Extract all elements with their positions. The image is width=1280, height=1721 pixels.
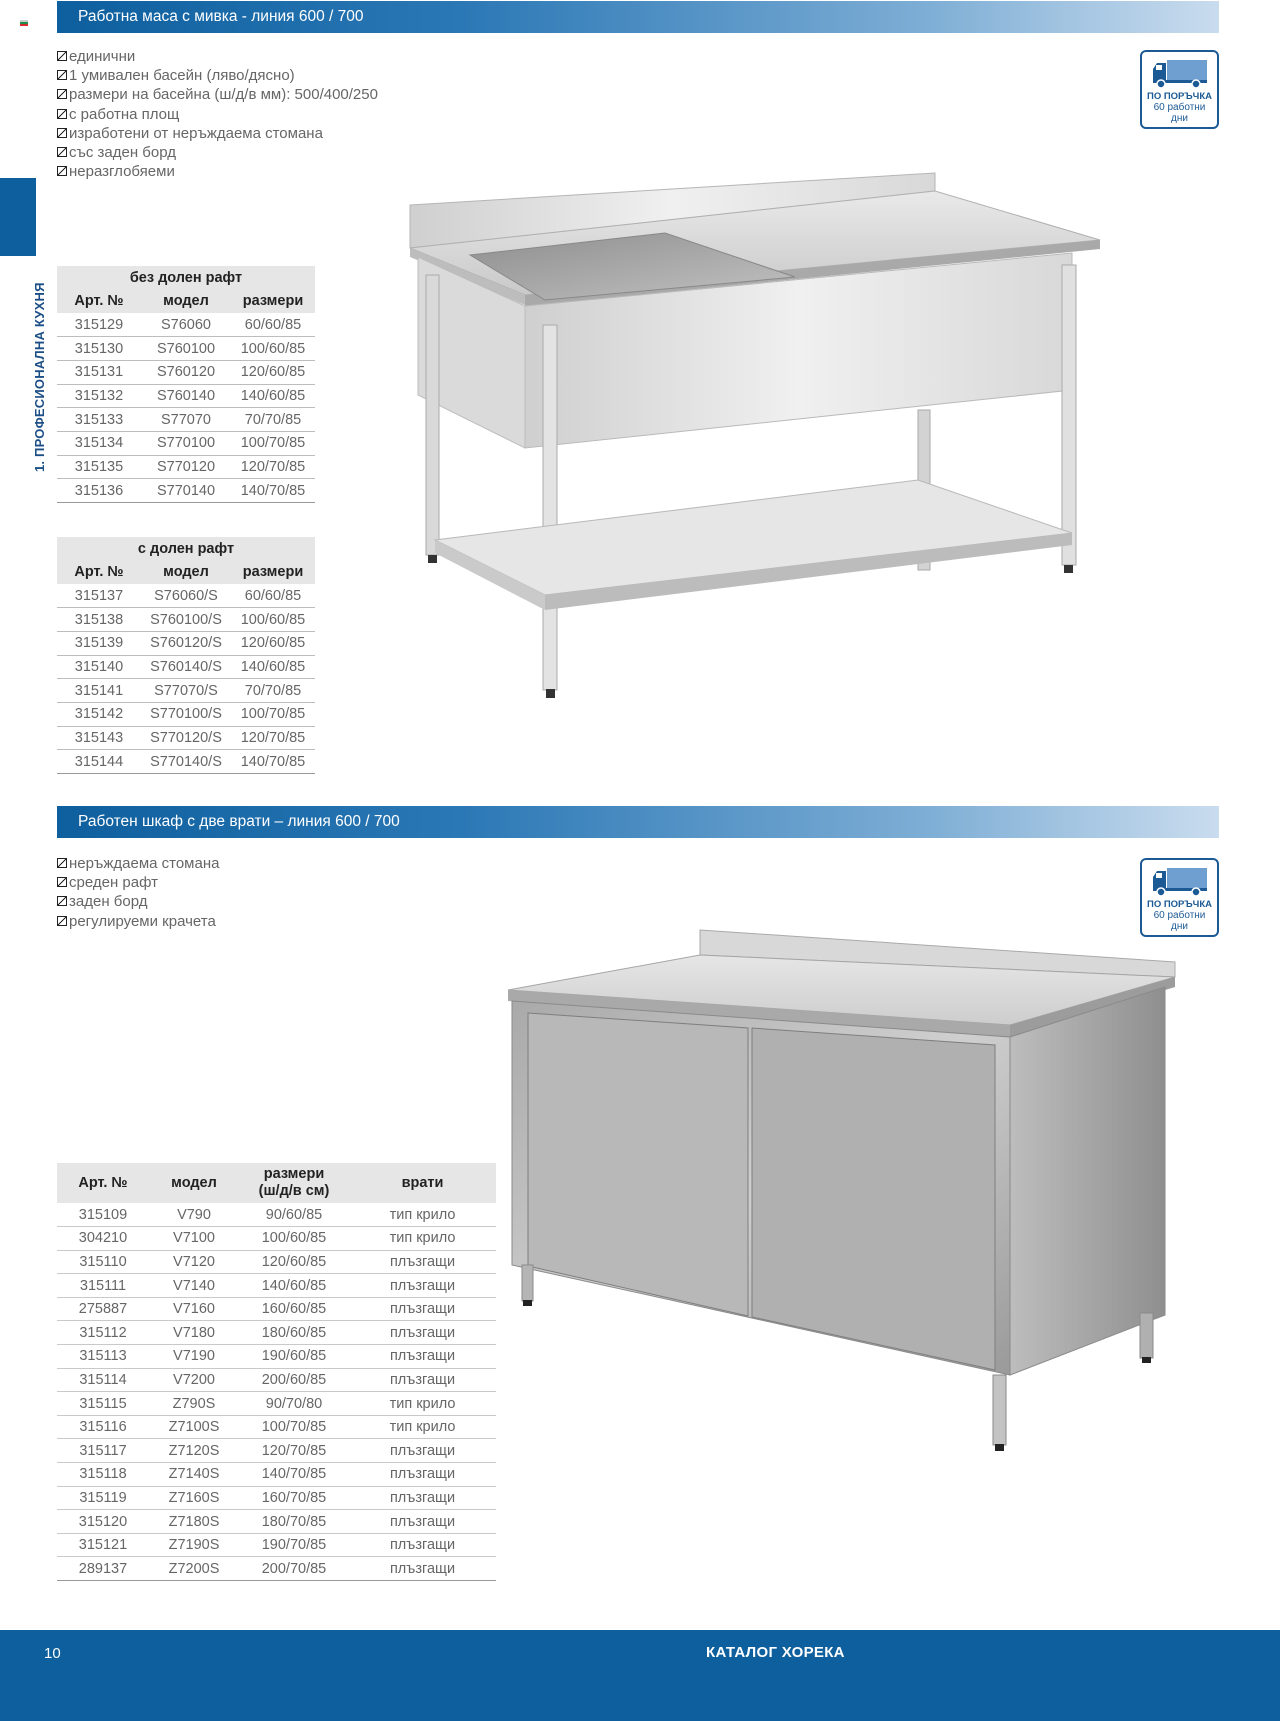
table-cell: плъзгащи (349, 1368, 496, 1392)
table-cell: 315114 (57, 1368, 149, 1392)
table-cell: 315117 (57, 1439, 149, 1463)
table-cell: 180/60/85 (239, 1321, 349, 1345)
table-cell: 100/70/85 (231, 702, 315, 726)
table-cell: S760100/S (141, 608, 231, 632)
table-cell: 100/70/85 (231, 431, 315, 455)
badge-days-unit: дни (1171, 921, 1188, 932)
table-with-shelf (57, 537, 315, 774)
chapter-label: 1. ПРОФЕСИОНАЛНА КУХНЯ (32, 282, 47, 472)
table-cell: S76060 (141, 313, 231, 337)
table-cell: 315144 (57, 750, 141, 774)
col-header-model: модел (141, 561, 231, 585)
feature-item: регулируеми крачета (57, 912, 219, 931)
table-cell: 315110 (57, 1250, 149, 1274)
col-header-art: Арт. № (57, 290, 141, 314)
catalog-title: КАТАЛОГ ХОРЕКА (706, 1644, 845, 1661)
col-header-size (239, 1163, 349, 1203)
table-cell: 70/70/85 (231, 408, 315, 432)
table-cell: плъзгащи (349, 1463, 496, 1487)
table-cell: 120/60/85 (231, 360, 315, 384)
table-row (57, 1227, 496, 1251)
table-cell: S770120/S (141, 726, 231, 750)
table-cell: 315131 (57, 360, 141, 384)
table-row (57, 1297, 496, 1321)
table-caption: без долен рафт (57, 266, 315, 290)
table-cell: 90/70/80 (239, 1392, 349, 1416)
table-row (57, 655, 315, 679)
truck-icon (1151, 59, 1209, 89)
table-cell: S77070 (141, 408, 231, 432)
table-row (57, 1463, 496, 1487)
feature-item: заден борд (57, 892, 219, 911)
cabinet-table (57, 1163, 496, 1581)
table-cell: S770140/S (141, 750, 231, 774)
table-cell: 120/60/85 (231, 631, 315, 655)
badge-days: 60 работни (1153, 102, 1206, 113)
table-cell: 160/70/85 (239, 1486, 349, 1510)
table-cell: 315134 (57, 431, 141, 455)
table-cell: 275887 (57, 1297, 149, 1321)
feature-item: 1 умивален басейн (ляво/дясно) (57, 66, 378, 85)
table-cell: 200/60/85 (239, 1368, 349, 1392)
col-header-size-line2: (ш/д/в см) (258, 1183, 330, 1199)
table-cell: 120/70/85 (239, 1439, 349, 1463)
table-cell: 90/60/85 (239, 1203, 349, 1227)
table-cell: V7200 (149, 1368, 239, 1392)
col-header-doors: врати (349, 1163, 496, 1203)
col-header-size: размери (231, 561, 315, 585)
table-cell: 140/70/85 (231, 479, 315, 503)
table-cell: 120/60/85 (239, 1250, 349, 1274)
col-header-model: модел (149, 1163, 239, 1203)
table-row (57, 479, 315, 503)
table-cell: 140/60/85 (239, 1274, 349, 1298)
table-cell: плъзгащи (349, 1486, 496, 1510)
table-cell: S760120/S (141, 631, 231, 655)
badge-days: 60 работни (1153, 910, 1206, 921)
table-row (57, 1203, 496, 1227)
table-cell: S760140/S (141, 655, 231, 679)
badge-days-unit: дни (1171, 113, 1188, 124)
table-cell: V790 (149, 1203, 239, 1227)
col-header-model: модел (141, 290, 231, 314)
section-title-cabinet: Работен шкаф с две врати – линия 600 / 700 (57, 806, 1219, 838)
feature-item: неразглобяеми (57, 162, 378, 181)
table-cell: 200/70/85 (239, 1557, 349, 1581)
table-cell: 315116 (57, 1415, 149, 1439)
table-cell: плъзгащи (349, 1297, 496, 1321)
table-cell: V7190 (149, 1345, 239, 1369)
badge-title: ПО ПОРЪЧКА (1146, 899, 1212, 910)
table-cell: плъзгащи (349, 1510, 496, 1534)
cabinet-feature-list (57, 854, 219, 931)
table-cell: 289137 (57, 1557, 149, 1581)
table-row (57, 608, 315, 632)
table-row (57, 431, 315, 455)
table-cell: 315136 (57, 479, 141, 503)
table-cell: Z7100S (149, 1415, 239, 1439)
table-cell: тип крило (349, 1203, 496, 1227)
table-cell: 315135 (57, 455, 141, 479)
page-number: 10 (44, 1645, 61, 1662)
table-cell: S760140 (141, 384, 231, 408)
table-row (57, 679, 315, 703)
table-cell: 315139 (57, 631, 141, 655)
col-header-size: размери (231, 290, 315, 314)
table-row (57, 1250, 496, 1274)
table-row (57, 337, 315, 361)
cabinet-photo (500, 925, 1180, 1460)
col-header-art: Арт. № (57, 561, 141, 585)
feature-item: изработени от неръждаема стомана (57, 124, 378, 143)
table-cell: 315140 (57, 655, 141, 679)
table-cell: 100/60/85 (231, 337, 315, 361)
table-cell: плъзгащи (349, 1321, 496, 1345)
col-header-art: Арт. № (57, 1163, 149, 1203)
table-cell: 190/60/85 (239, 1345, 349, 1369)
order-badge (1140, 50, 1219, 129)
table-cell: 315112 (57, 1321, 149, 1345)
table-cell: S760120 (141, 360, 231, 384)
table-cell: 100/60/85 (239, 1227, 349, 1251)
table-cell: 315109 (57, 1203, 149, 1227)
table-cell: V7140 (149, 1274, 239, 1298)
table-cell: Z7200S (149, 1557, 239, 1581)
table-cell: V7180 (149, 1321, 239, 1345)
feature-item: единични (57, 47, 378, 66)
table-cell: 190/70/85 (239, 1533, 349, 1557)
flag-icon (20, 20, 28, 26)
table-row (57, 1368, 496, 1392)
table-cell: плъзгащи (349, 1274, 496, 1298)
table-row (57, 726, 315, 750)
table-row (57, 1533, 496, 1557)
table-cell: 140/70/85 (231, 750, 315, 774)
table-cell: S770100/S (141, 702, 231, 726)
table-cell: тип крило (349, 1415, 496, 1439)
table-cell: 315130 (57, 337, 141, 361)
feature-item: размери на басейна (ш/д/в мм): 500/400/250 (57, 85, 378, 104)
table-cell: плъзгащи (349, 1345, 496, 1369)
table-cell: Z790S (149, 1392, 239, 1416)
table-cell: 315115 (57, 1392, 149, 1416)
sink-feature-list (57, 47, 378, 181)
table-cell: 60/60/85 (231, 313, 315, 337)
table-cell: V7120 (149, 1250, 239, 1274)
table-cell: 100/70/85 (239, 1415, 349, 1439)
feature-item: среден рафт (57, 873, 219, 892)
table-cell: 120/70/85 (231, 726, 315, 750)
table-cell: Z7120S (149, 1439, 239, 1463)
footer-bar (0, 1630, 1280, 1721)
table-cell: 315142 (57, 702, 141, 726)
sink-table-photo (400, 165, 1110, 705)
table-cell: S770140 (141, 479, 231, 503)
table-row (57, 384, 315, 408)
table-row (57, 1439, 496, 1463)
table-row (57, 313, 315, 337)
table-row (57, 631, 315, 655)
feature-item: с работна площ (57, 105, 378, 124)
table-cell: плъзгащи (349, 1439, 496, 1463)
table-row (57, 455, 315, 479)
table-cell: 304210 (57, 1227, 149, 1251)
table-cell: 315143 (57, 726, 141, 750)
table-cell: 315138 (57, 608, 141, 632)
table-row (57, 360, 315, 384)
table-cell: 315137 (57, 584, 141, 608)
table-cell: тип крило (349, 1227, 496, 1251)
table-cell: 140/70/85 (239, 1463, 349, 1487)
table-cell: S76060/S (141, 584, 231, 608)
table-row (57, 1274, 496, 1298)
table-cell: тип крило (349, 1392, 496, 1416)
table-row (57, 702, 315, 726)
table-row (57, 750, 315, 774)
table-cell: 315129 (57, 313, 141, 337)
table-cell: S760100 (141, 337, 231, 361)
table-cell: 180/70/85 (239, 1510, 349, 1534)
table-row (57, 584, 315, 608)
table-cell: 140/60/85 (231, 655, 315, 679)
table-cell: плъзгащи (349, 1533, 496, 1557)
table-cell: S770120 (141, 455, 231, 479)
table-cell: 60/60/85 (231, 584, 315, 608)
col-header-size-line1: размери (263, 1166, 325, 1182)
table-cell: 315120 (57, 1510, 149, 1534)
table-row (57, 408, 315, 432)
table-cell: V7100 (149, 1227, 239, 1251)
table-cell: 120/70/85 (231, 455, 315, 479)
table-cell: 315118 (57, 1463, 149, 1487)
table-cell: плъзгащи (349, 1250, 496, 1274)
table-row (57, 1557, 496, 1581)
section-title-sink-table: Работна маса с мивка - линия 600 / 700 (57, 1, 1219, 33)
table-cell: плъзгащи (349, 1557, 496, 1581)
badge-title: ПО ПОРЪЧКА (1146, 91, 1212, 102)
table-row (57, 1510, 496, 1534)
table-no-shelf (57, 266, 315, 503)
table-cell: 315111 (57, 1274, 149, 1298)
table-cell: S77070/S (141, 679, 231, 703)
table-cell: 315141 (57, 679, 141, 703)
table-row (57, 1486, 496, 1510)
table-cell: 315121 (57, 1533, 149, 1557)
table-cell: Z7180S (149, 1510, 239, 1534)
table-cell: 315113 (57, 1345, 149, 1369)
table-cell: 160/60/85 (239, 1297, 349, 1321)
table-cell: Z7190S (149, 1533, 239, 1557)
table-cell: Z7140S (149, 1463, 239, 1487)
table-cell: Z7160S (149, 1486, 239, 1510)
truck-icon (1151, 867, 1209, 897)
table-cell: 315119 (57, 1486, 149, 1510)
table-cell: 315132 (57, 384, 141, 408)
table-cell: 315133 (57, 408, 141, 432)
table-caption: с долен рафт (57, 537, 315, 561)
table-cell: V7160 (149, 1297, 239, 1321)
feature-item: със заден борд (57, 143, 378, 162)
table-row (57, 1321, 496, 1345)
feature-item: неръждаема стомана (57, 854, 219, 873)
table-cell: 140/60/85 (231, 384, 315, 408)
chapter-tab (0, 178, 36, 256)
table-cell: 100/60/85 (231, 608, 315, 632)
table-row (57, 1345, 496, 1369)
table-row (57, 1392, 496, 1416)
table-cell: 70/70/85 (231, 679, 315, 703)
table-row (57, 1415, 496, 1439)
table-cell: S770100 (141, 431, 231, 455)
